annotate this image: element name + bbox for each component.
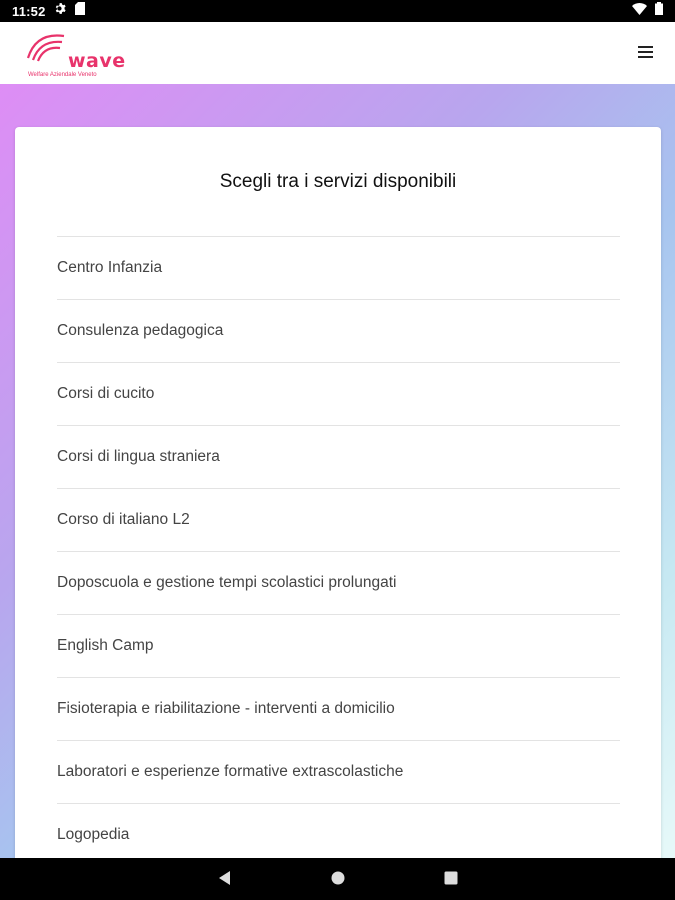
- wave-logo[interactable]: [24, 28, 134, 80]
- logo-word: wave: [68, 50, 126, 72]
- wifi-icon: [632, 2, 647, 20]
- status-bar: [0, 0, 675, 22]
- service-item-corso-di-italiano-l2[interactable]: Corso di italiano L2: [57, 488, 620, 551]
- content-area: [0, 84, 675, 858]
- service-item-centro-infanzia[interactable]: Centro Infanzia: [57, 236, 620, 299]
- status-left: [12, 2, 85, 20]
- hamburger-menu-icon[interactable]: [635, 42, 657, 62]
- service-item-laboratori[interactable]: Laboratori e esperienze formative extrascolastiche: [57, 740, 620, 803]
- service-item-logopedia[interactable]: Logopedia: [57, 803, 620, 866]
- recents-square-icon[interactable]: [441, 868, 461, 888]
- service-item-corsi-di-lingua-straniera[interactable]: Corsi di lingua straniera: [57, 425, 620, 488]
- service-list: [57, 236, 620, 866]
- navigation-bar: [0, 858, 675, 900]
- back-triangle-icon[interactable]: [215, 868, 235, 888]
- home-circle-icon[interactable]: [328, 868, 348, 888]
- service-item-consulenza-pedagogica[interactable]: Consulenza pedagogica: [57, 299, 620, 362]
- page-title: Scegli tra i servizi disponibili: [219, 171, 457, 192]
- service-item-english-camp[interactable]: English Camp: [57, 614, 620, 677]
- service-item-fisioterapia[interactable]: Fisioterapia e riabilitazione - interventi a domicilio: [57, 677, 620, 740]
- service-item-corsi-di-cucito[interactable]: Corsi di cucito: [57, 362, 620, 425]
- battery-icon: [655, 2, 663, 20]
- settings-gear-icon: [54, 2, 67, 20]
- services-card: [15, 127, 661, 867]
- status-right: [632, 2, 663, 20]
- status-time: 11:52: [12, 3, 46, 19]
- app-header: [0, 22, 675, 84]
- service-item-doposcuola[interactable]: Doposcuola e gestione tempi scolastici prolungati: [57, 551, 620, 614]
- logo-tagline: Welfare Aziendale Veneto: [28, 72, 97, 78]
- sd-card-icon: [75, 2, 85, 20]
